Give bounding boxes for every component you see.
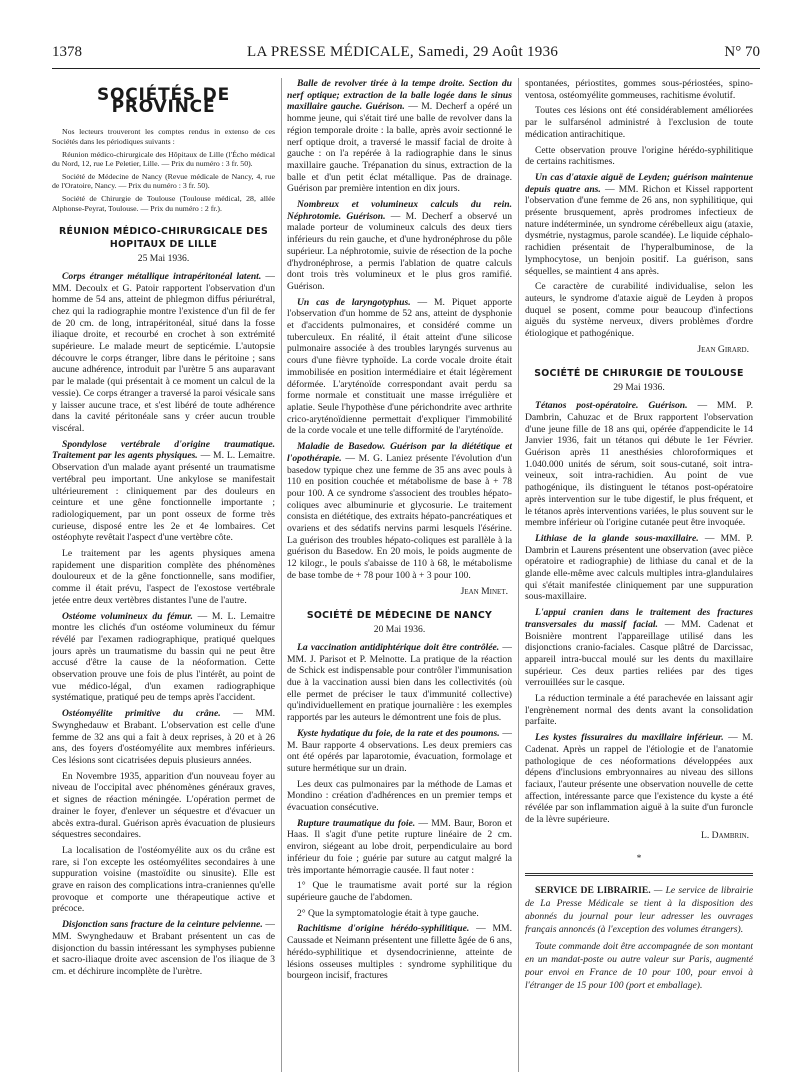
article — [52, 271, 275, 435]
double-rule — [525, 873, 753, 876]
separator-asterisk: * — [636, 853, 642, 865]
article-body: — M. Baur rapporte 4 observations. Les deux premiers cas ont été opérés par laparotomie, évacuation, formolage et suture hermétique sur un drain. — [287, 727, 512, 774]
article-title: La vaccination antidiphtérique doit être contrôlée. — [297, 641, 500, 653]
article — [525, 533, 753, 603]
article — [52, 708, 275, 915]
article-paragraph: Ce caractère de curabilité individualise, selon les auteurs, le syndrome d'ataxie aiguë de Leyden à propos duquel se posent, comme pour beaucoup d'infections aiguës du système nerveux, divers problèmes d'ordre étiologique et pathogénique. — [525, 281, 753, 340]
article-body: — M. Decherf a opéré un homme jeune, qui s'était tiré une balle de revolver dans la région temporale droite : la balle, après avoir sectionné le nerf optique droit, a traversé le massif facial de droite à gauche : on l'a repérée à la radiographie dans le sinus maxillaire gauche. Trépanation du sinus, extraction de la balle et d'un petit éclat métallique. Pas de drainage. Guérison par première intention en dix jours. — [287, 101, 512, 195]
section-date: 29 Mai 1936. — [613, 382, 665, 394]
intro-paragraph: Société de Médecine de Nancy (Revue médicale de Nancy, 4, rue de l'Oratoire, Nancy. — Prix du numéro : 3 fr. 50). — [52, 171, 275, 191]
notice-text: — Le service de librairie de La Presse Médicale se tient à la disposition des abonnés du journal pour leur adresser les ouvrages français annoncés (à l'exception des volumes étrangers). — [525, 885, 753, 936]
article-title: Balle de revolver tirée à la tempe droite. Section du nerf optique; extraction de la balle logée dans le sinus maxillaire gauche. Guérison. — [287, 78, 512, 113]
article-title: Lithiase de la glande sous-maxillaire. — [535, 532, 699, 544]
article-title: Ostéomyélite primitive du crâne. — [62, 708, 221, 720]
page-header — [52, 44, 760, 66]
intro-note — [52, 127, 275, 213]
article-title: Rupture traumatique du foie. — [297, 817, 416, 829]
author-signature: Jean Girard. — [697, 343, 749, 355]
continued-text: spontanées, périostites, gommes sous-périostées, spino-ventosa, ostéomyélite gommeuses, rachitisme évolutif. — [525, 78, 753, 101]
section-date: 20 Mai 1936. — [373, 624, 426, 636]
article-body: — MM. J. Parisot et P. Melnotte. La pratique de la réaction de Schick est indispensable pour contrôler l'immunisation due à la vaccination aussi bien dans les collectivités (où elle permet de préciser le taux d'immunité collective) qu'individuellement en pratique journalière : les exemples rapportés par les auteurs le démontrent une fois de plus. — [287, 641, 512, 724]
article — [287, 728, 512, 814]
intro-paragraph: Réunion médico-chirurgicale des Hôpitaux de Lille (l'Écho médical du Nord, 12, rue Le Peletier, Lille. — Prix du numéro : 3 fr. 50). — [52, 149, 275, 169]
author-signature: L. Dambrin. — [701, 829, 749, 841]
article-body: — M. L. Lemaitre montre les clichés d'un ostéome volumineux du fémur révélé par l'examen radiographique, pratiqué quelques jours après un traumatisme du bassin qui ne peut être accusé d'être la cause de la néoformation. Cette observation prouve une fois de plus l'intérêt, au point de vue médico-légal, d'un examen radiographique systématique, pratiqué peu de temps après l'accident. — [52, 610, 275, 704]
article-title: Disjonction sans fracture de la ceinture pelvienne. — [62, 919, 263, 931]
article-paragraph: La localisation de l'ostéomyélite aux os du crâne est rare, si l'on excepte les ostéomyélites secondaires à une suppuration voisine (mastoïdite ou sinusite). Elle est grave en raison des complications intra-craniennes qu'elle provoque et comporte une thérapeutique active et précoce. — [52, 844, 275, 915]
article — [52, 611, 275, 705]
article-body: — M. Cadenat. Après un rappel de l'étiologie et de l'anatomie pathologique de ces néoformations développées aux dépens d'inclusions embryonnaires au niveau des sillons faciaux, l'auteur présente une observation nouvelle de cette affection, intéressante parce que l'existence du kyste a été révélée par son inflammation aiguë à la suite d'un furoncle de la lèvre supérieure. — [525, 732, 753, 826]
article-title: Un cas d'ataxie aiguë de Leyden; guérison maintenue depuis quatre ans. — [525, 171, 753, 195]
article-body: — MM. Swynghedauw et Brabant présentent un cas de disjonction du bassin intéressant les symphyses pubienne et sacro-iliaque droite avec ascension de l'os iliaque de 3 cm. et déchirure incomplète de l'urètre. — [52, 919, 275, 977]
bookstore-notice — [525, 884, 753, 992]
article-body: — MM. Cadenat et Boisnière montrent l'appareillage utilisé dans les disjonctions cranio-faciales. Casque plâtré de Darcissac, appareil intra-buccal moulé sur les dents du maxillaire supérieur. Ces deux parties reliées par des tiges verrouillées sur le casque. — [525, 618, 753, 689]
issue-number: N° 70 — [724, 44, 760, 60]
article — [525, 400, 753, 529]
intro-paragraph: Société de Chirurgie de Toulouse (Toulouse médical, 28, allée Alphonse-Peyrat, Toulouse. — Prix du numéro : 2 fr.). — [52, 193, 275, 213]
author-signature: Jean Minet. — [460, 585, 508, 597]
column-1 — [52, 78, 275, 1072]
article — [287, 642, 512, 724]
notice-title: SERVICE DE LIBRAIRIE. — [535, 885, 651, 897]
article-title: Tétanos post-opératoire. Guérison. — [535, 400, 688, 412]
article-body: — MM. Swynghedauw et Brabant. L'observation est celle d'une femme de 32 ans qui a fait à deux reprises, à 20 et à 26 ans, des foyers d'ostéomyélite aux membres inférieurs. Ces lésions sont cicatrisées depuis plusieurs années. — [52, 708, 275, 766]
article-title: Maladie de Basedow. Guérison par la diététique et l'opothérapie. — [287, 441, 512, 464]
column-divider — [518, 78, 519, 1072]
main-title: SOCIÉTÉS DE PROVINCE — [96, 85, 230, 117]
article-title: Les kystes fissuraires du maxillaire inférieur. — [535, 732, 724, 744]
article — [287, 297, 512, 437]
article-body: — M. Decherf a observé un malade porteur de volumineux calculs des deux tiers inférieurs du rein gauche, et d'une hydronéphrose du pôle supérieur. La néphrotomie, suivie de résection de la poche d'hydronéphrose, a permis l'ablation de quatre calculs dont trois très volumineux et le plus gros ramifié. Guérison. — [287, 210, 512, 292]
article — [287, 818, 512, 920]
article-body: — MM. Decoulx et G. Patoir rapportent l'observation d'un homme de 54 ans, atteint de phlegmon diffus périurétral, chez qui la radiographie montre l'existence d'un fil de fer de 20 cm. de long, intrapéritonéal, situé dans la fosse iliaque droite, et recourbé en crochet à son extrémité supérieure. Le malade meurt de septicémie. L'autopsie découvre le corps étranger, libre dans le péritoine ; sans aucune adhérence, introduit par l'urètre 5 ans auparavant par le malade (qui présentait à ce moment un calcul de la vessie). Ce corps étranger a traversé la paroi vésicale sans y laisser aucune trace, et s'est libéré de toute adhérence dans la cavité péritonéale sans y créer aucun trouble viscéral. — [52, 270, 275, 434]
header-rule — [52, 68, 760, 69]
article-paragraph: 2° Que la symptomatologie était à type gauche. — [297, 907, 479, 919]
article — [287, 441, 512, 581]
intro-paragraph: Nos lecteurs trouveront les comptes rendus in extenso de ces Sociétés dans les périodiques suivants : — [52, 127, 275, 146]
article-paragraph: Les deux cas pulmonaires par la méthode de Lamas et Mondino : création d'adhérences en un premier temps et évacuation consécutive. — [287, 778, 512, 814]
article-title: Ostéome volumineux du fémur. — [62, 610, 193, 622]
journal-title: LA PRESSE MÉDICALE, Samedi, 29 Août 1936 — [247, 44, 559, 60]
article-title: Nombreux et volumineux calculs du rein. Néphrotomie. Guérison. — [287, 199, 512, 222]
article-body: — M. G. Laniez présente l'évolution d'un basedow typique chez une femme de 35 ans avec pouls à 110 en position couchée et métabolisme de base à + 78 pour 100. A ce syndrome s'associent des troubles hépato-coliques avec albuminurie et glycosurie. Le traitement consista en diététique, des extraits hépato-pancréatiques et ovariens et des sédatifs nervins parmi lesquels l'ésérine. La guérison des troubles hépato-coliques est parallèle à la guérison du Basedow. En 20 mois, le poids augmente de 12 kilogr., le pouls s'abaisse de 110 à 68, le métabolisme de base tombe de + 78 pour 100 à + 3 pour 100. — [287, 452, 512, 581]
article — [287, 78, 512, 195]
section-title: RÉUNION MÉDICO-CHIRURGICALE DES HOPITAUX DE LILLE — [58, 226, 269, 251]
article-title: Kyste hydatique du foie, de la rate et des poumons. — [297, 727, 500, 739]
article — [52, 439, 275, 607]
article-body: — MM. Richon et Kissel rapportent l'observation d'une femme de 26 ans, non syphilitique, qui présente brusquement, après prodromes infectieux de nature indéterminée, un syndrome cérébelleux aigu (ataxie, dysmétrie, nystagmus, parole scandée). Le liquide céphalo-rachidien présentait de l'hyperalbuminose, de la lymphocytose, un benjoin positif. La guérison, sans séquelles, se maintient 4 ans après. — [525, 183, 753, 277]
article — [525, 732, 753, 826]
section-title: SOCIÉTÉ DE CHIRURGIE DE TOULOUSE — [534, 368, 744, 380]
article-paragraph: Le traitement par les agents physiques amena rapidement une disparition complète des phénomènes douloureux et de la gêne fonctionnelle, sans modifier, comme il était prévu, l'aspect de l'exostose vertébrale jetée entre deux vertèbres distantes l'une de l'autre. — [52, 548, 275, 606]
article-title: Un cas de laryngotyphus. — [297, 296, 411, 308]
article-paragraph: Toutes ces lésions ont été considérablement améliorées par le sulfarsénol administré à l'exclusion de toute médication antirachitique. — [525, 105, 753, 140]
section-date: 25 Mai 1936. — [137, 253, 190, 265]
article — [525, 172, 753, 340]
article-title: L'appui cranien dans le traitement des fractures transversales du massif facial. — [525, 607, 753, 630]
article-paragraph: Cette observation prouve l'origine hérédo-syphilitique de certains rachitismes. — [525, 144, 753, 168]
article-title: Rachitisme d'origine hérédo-syphilitique. — [297, 923, 470, 935]
section-title: SOCIÉTÉ DE MÉDECINE DE NANCY — [306, 610, 493, 622]
article-body: — MM. Caussade et Neimann présentent une fillette âgée de 6 ans, hérédo-syphilitique et dysendocrinienne, atteinte de lésions osseuses multiples : syndrome syphilitique du bourgeon incisif, fractures — [287, 923, 512, 982]
page-number: 1378 — [52, 44, 82, 60]
notice-paragraph: Toute commande doit être accompagnée de son montant en un mandat-poste ou autre valeur sur Paris, augmenté pour envoi en France de 10 pour 100, pour envoi à l'étranger de 15 pour 100 (port et emballage). — [525, 941, 753, 992]
article-body: — MM. P. Dambrin, Cahuzac et de Brux rapportent l'observation d'une jeune fille de 18 ans qui, opérée d'appendicite le 14 Janvier 1936, fait un tétanos qui débute le 1er Février. Guérison après 11 anesthésies chloroformiques et 1.040.000 unités de sérum, soit sous-cutané, soit intra-veineux, soit intra-rachidien. Au point de vue pathogénique, ils distinguent le tétanos post-opératoire après intervention sur le tube digestif, le plus fréquent, et le tétanos après interventions variées, le plus souvent sur le membre inférieur où l'origine cutanée peut être invoquée. — [525, 400, 753, 529]
article-title: Corps étranger métallique intrapéritonéal latent. — [62, 270, 262, 282]
article-paragraph: La réduction terminale a été parachevée en laissant agir l'engrènement normal des dents avant la consolidation parfaite. — [525, 693, 753, 728]
column-2 — [287, 78, 512, 1072]
article-paragraph: En Novembre 1935, apparition d'un nouveau foyer au niveau de l'occipital avec phénomènes généraux graves, et signes de réaction méningée. L'opération permet de drainer le foyer, d'enlever un séquestre et d'évacuer un abcès extra-dural. Guérison après évacuation de plusieurs séquestres secondaires. — [52, 770, 275, 841]
column-3 — [525, 78, 753, 1072]
article-title: Spondylose vertébrale d'origine traumatique. Traitement par les agents physiques. — [52, 438, 275, 462]
article-paragraph: 1° Que le traumatisme avait porté sur la région supérieure gauche de l'abdomen. — [287, 880, 512, 903]
article — [287, 923, 512, 982]
article-body: — MM. P. Dambrin et Laurens présentent une observation (avec pièce opératoire et radiographie) de lithiase du canal et de la glande elle-même avec calculs multiples intra-glandulaires qui s'était manifestée cliniquement par une suppuration sous-maxillaire. — [525, 532, 753, 603]
article-body: — M. Piquet apporte l'observation d'un homme de 52 ans, atteint de dysphonie et d'accidents pulmonaires, et considéré comme un tuberculeux. En réalité, il était atteint d'une silicose pulmonaire associée à des troubles laryngés survenus au cours d'une fièvre typhoïde. La corde vocale droite était immobilisée en position intermédiaire et était légèrement déformée. L'aryténoïde correspondant avait perdu sa forme normale et constituait une masse irrégulière et aplatie. Seule l'hypothèse d'une périchondrite avec arthrite crico-aryténoïdienne permettait d'expliquer l'immobilité de la corde vocale et une telle difformité de l'aryténoïde. — [287, 296, 512, 437]
article-body: — M. L. Lemaitre. Observation d'un malade ayant présenté un traumatisme vertébral peu important. Une ankylose se manifestait ultérieurement : cliniquement par des douleurs en ceinture et une gêne fonctionnelle importante ; radiologiquement, par un pont osseux de forme très curieuse, disposé entre les 2e et 4e lombaires. Cet ostéophyte revêtait l'aspect d'une vertèbre côte. — [52, 450, 275, 544]
article — [525, 607, 753, 728]
article-body: — MM. Baur, Boron et Haas. Il s'agit d'une petite rupture linéaire de 2 cm. environ, siégeant au lobe droit, perpendiculaire au bord inférieur du foie ; guérie par suture au catgut malgré la très importante hémorragie causée. Il faut noter : — [287, 817, 512, 876]
article — [52, 919, 275, 978]
column-divider — [281, 78, 282, 1072]
article — [287, 199, 512, 293]
